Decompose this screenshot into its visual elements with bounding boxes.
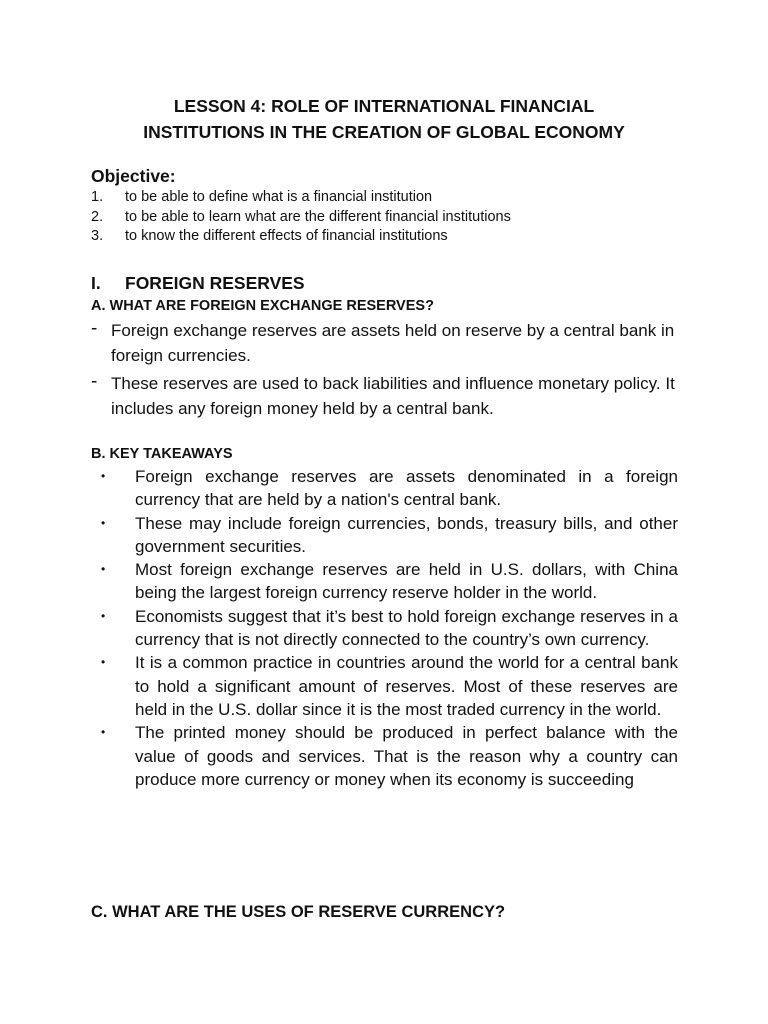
list-item [91,318,679,368]
objective-item-number: 1. [91,189,104,205]
list-item [100,465,678,512]
objective-item-text: to be able to define what is a financial institution [125,189,433,205]
lesson-title [60,93,708,145]
section-number: I. [91,273,101,293]
list-item [100,605,678,652]
bullet-marker: • [101,725,106,740]
reserves-definition-list [91,318,679,424]
subheading-key-takeaways: B. KEY TAKEAWAYS [91,446,233,462]
dash-marker: - [91,371,98,392]
objective-item-text: to be able to learn what are the different financial institutions [125,208,511,225]
list-item-text: These reserves are used to back liabilities and influence monetary policy. It includes any foreign money held by a central bank. [111,374,675,418]
subheading-uses-of-reserve-currency: C. WHAT ARE THE USES OF RESERVE CURRENCY? [91,903,506,921]
list-item-text: It is a common practice in countries around the world for a central bank to hold a significant amount of reserves. Most of these reserves are held in the U.S. dollar since it is the most traded currency in the world. [135,653,678,719]
subheading-what-are-reserves: A. WHAT ARE FOREIGN EXCHANGE RESERVES? [91,298,434,314]
key-takeaways-list [100,465,678,791]
list-item [100,651,678,721]
bullet-marker: • [101,608,106,623]
list-item [91,371,679,421]
section-title: FOREIGN RESERVES [125,273,305,293]
list-item [100,512,678,559]
list-item-text: Economists suggest that it’s best to hold foreign exchange reserves in a currency that is not directly connected to the country’s own currency. [135,606,678,650]
list-item [100,721,678,791]
bullet-marker: • [101,469,106,483]
list-item-text: These may include foreign currencies, bonds, treasury bills, and other government securities. [135,513,678,556]
objective-item-number: 3. [91,228,104,244]
objective-item-number: 2. [91,208,104,225]
bullet-marker: • [101,655,106,670]
objective-heading: Objective: [91,166,176,186]
list-item [100,558,678,605]
objective-item-text: to know the different effects of financial institutions [125,228,448,244]
bullet-marker: • [101,515,106,530]
lesson-title-line-2: INSTITUTIONS IN THE CREATION OF GLOBAL ECONOMY [143,122,625,142]
list-item-text: Foreign exchange reserves are assets held on reserve by a central bank in foreign currencies. [111,321,675,365]
list-item-text: Foreign exchange reserves are assets denominated in a foreign currency that are held by a nation's central bank. [135,467,678,510]
lesson-title-line-1: LESSON 4: ROLE OF INTERNATIONAL FINANCIAL [173,96,595,116]
list-item-text: The printed money should be produced in perfect balance with the value of goods and services. That is the reason why a country can produce more currency or money when its economy is succeeding [135,723,678,789]
section-heading-foreign-reserves [91,273,305,294]
bullet-marker: • [101,562,106,577]
list-item-text: Most foreign exchange reserves are held in U.S. dollars, with China being the largest foreign currency reserve holder in the world. [135,560,678,603]
dash-marker: - [91,318,98,339]
